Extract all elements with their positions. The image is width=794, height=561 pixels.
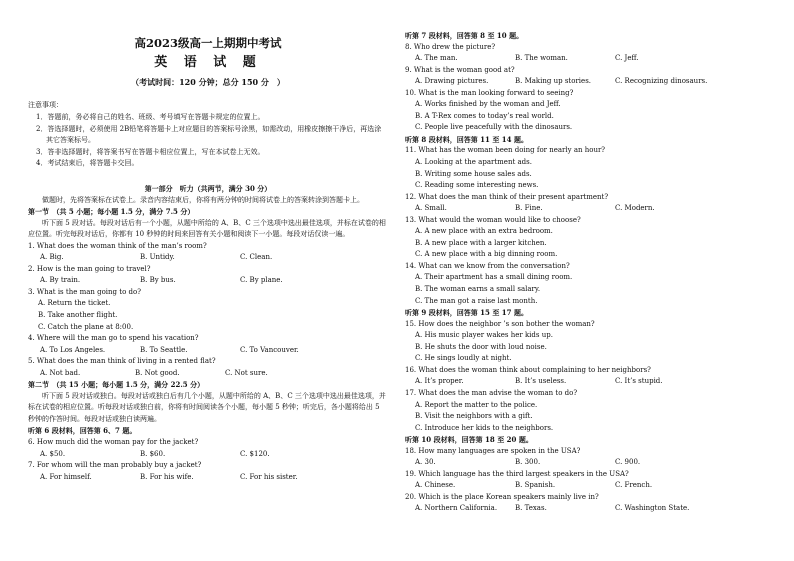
question-options bbox=[28, 368, 388, 380]
material-6-heading: 听第 6 段材料，回答第 6、7 题。 bbox=[28, 426, 137, 436]
question-stem: 9. What is the woman good at? bbox=[405, 65, 515, 74]
option-a[interactable]: A. $50. bbox=[40, 449, 66, 458]
question-stem: 18. How many languages are spoken in the USA? bbox=[405, 446, 581, 455]
section2-intro: 听下面 5 段对话或独白。每段对话或独白后有几个小题，从题中所给的 A、B、C 三个选项中选出最佳选项，并标在试卷的相应位置。听每段对话或独白前，你将有时间阅读各个小题，每小题 5 秒钟；听完后，各小题将给出 5 秒钟的作答时间。每段对话或独白读两遍。 bbox=[28, 391, 386, 423]
notes-heading: 注意事项： bbox=[28, 101, 63, 109]
material-9-heading: 听第 9 段材料，回答第 15 至 17 题。 bbox=[405, 308, 528, 318]
section1-intro: 听下面 5 段对话。每段对话后有一个小题，从题中所给的 A、B、C 三个选项中选出最佳选项，并标在试卷的相应位置。听完每段对话后，你都有 10 秒钟的时间来回答有关小题和阅读下一小题。每段对话仅读一遍。 bbox=[28, 218, 386, 239]
question-options bbox=[405, 203, 783, 215]
option-a[interactable]: A. Big. bbox=[40, 253, 64, 262]
question-options bbox=[405, 503, 783, 515]
question-options bbox=[405, 376, 783, 388]
option-b[interactable]: B. 300. bbox=[515, 458, 541, 467]
option-b[interactable]: B. Writing some house sales ads. bbox=[415, 169, 532, 178]
option-b[interactable]: B. To Seattle. bbox=[140, 345, 188, 354]
exam-subject: 英 语 试 题 bbox=[154, 55, 262, 70]
question-stem: 4. Where will the man go to spend his vacation? bbox=[28, 334, 199, 343]
option-c[interactable]: C. It’s stupid. bbox=[615, 377, 663, 386]
option-c[interactable]: C. Washington State. bbox=[615, 504, 690, 513]
option-c[interactable]: C. French. bbox=[615, 481, 653, 490]
option-b[interactable]: B. $60. bbox=[140, 449, 166, 458]
option-b[interactable]: B. Untidy. bbox=[140, 253, 175, 262]
option-b[interactable]: B. Texas. bbox=[515, 504, 547, 513]
option-b[interactable]: B. Spanish. bbox=[515, 481, 556, 490]
option-c[interactable]: C. Introduce her kids to the neighbors. bbox=[415, 423, 554, 432]
option-b[interactable]: B. Not good. bbox=[135, 368, 180, 377]
option-c[interactable]: C. The man got a raise last month. bbox=[415, 296, 538, 305]
exam-title: 高2023级高一上期期中考试 bbox=[134, 36, 282, 50]
option-b[interactable]: B. Fine. bbox=[515, 204, 543, 213]
option-b[interactable]: B. Making up stories. bbox=[515, 77, 592, 86]
question-stem: 12. What does the man think of their present apartment? bbox=[405, 192, 609, 201]
part1-title: 第一部分 听力（共两节，满分 30 分） bbox=[144, 184, 272, 193]
note-item: 1．答题前，务必将自己的姓名、班级、考号填写在答题卡规定的位置上。 bbox=[36, 113, 265, 121]
option-b[interactable]: B. A T-Rex comes to today’s real world. bbox=[415, 111, 554, 120]
exam-info: （考试时间：120 分钟；总分 150 分 ） bbox=[131, 77, 285, 87]
option-a[interactable]: A. Return the ticket. bbox=[38, 299, 111, 308]
question-options bbox=[28, 449, 388, 461]
option-a[interactable]: A. A new place with an extra bedroom. bbox=[415, 227, 553, 236]
question-stem: 1. What does the woman think of the man’s room? bbox=[28, 241, 207, 250]
option-a[interactable]: A. Not bad. bbox=[40, 368, 81, 377]
question-stem: 13. What would the woman would like to choose? bbox=[405, 215, 581, 224]
question-options bbox=[28, 345, 388, 357]
material-8-heading: 听第 8 段材料，回答第 11 至 14 题。 bbox=[405, 134, 528, 144]
question-options bbox=[405, 53, 783, 65]
part1-intro: 做题时，先将答案标在试卷上。录音内容结束后，你将有两分钟的时间将试卷上的答案转涂到答题卡上。 bbox=[42, 195, 364, 204]
option-a[interactable]: A. It’s proper. bbox=[415, 377, 464, 386]
question-stem: 14. What can we know from the conversation? bbox=[405, 261, 570, 270]
question-stem: 7. For whom will the man probably buy a jacket? bbox=[28, 461, 202, 470]
question-stem: 11. What has the woman been doing for nearly an hour? bbox=[405, 146, 606, 155]
question-stem: 8. Who drew the picture? bbox=[405, 42, 496, 51]
option-a[interactable]: A. Looking at the apartment ads. bbox=[415, 158, 532, 167]
option-a[interactable]: A. To Los Angeles. bbox=[40, 345, 106, 354]
question-stem: 5. What does the man think of living in a rented flat? bbox=[28, 357, 216, 366]
note-item: 3．答非选择题时，将答案书写在答题卡相应位置上，写在本试卷上无效。 bbox=[36, 147, 265, 156]
option-b[interactable]: B. By bus. bbox=[140, 276, 176, 285]
option-a[interactable]: A. The man. bbox=[415, 54, 458, 63]
option-c[interactable]: C. Modern. bbox=[615, 204, 655, 213]
option-c[interactable]: C. For his sister. bbox=[240, 472, 298, 481]
option-a[interactable]: A. Works finished by the woman and Jeff. bbox=[415, 100, 561, 109]
question-stem: 10. What is the man looking forward to seeing? bbox=[405, 88, 574, 97]
question-stem: 19. Which language has the third largest speakers in the USA? bbox=[405, 469, 629, 478]
notes-section bbox=[28, 100, 388, 170]
option-c[interactable]: C. Catch the plane at 8:00. bbox=[38, 322, 134, 331]
option-c[interactable]: C. Jeff. bbox=[615, 54, 639, 63]
option-b[interactable]: B. For his wife. bbox=[140, 472, 194, 481]
question-stem: 2. How is the man going to travel? bbox=[28, 264, 151, 273]
option-b[interactable]: B. It’s useless. bbox=[515, 377, 567, 386]
note-item: 2．答选择题时，必须使用 2B铅笔将答题卡上对应题目的答案标号涂黑，如需改动，用橡皮擦擦干净后，再选涂其它答案标号。 bbox=[36, 124, 382, 145]
section1-title: 第一节 （共 5 小题；每小题 1.5 分，满分 7.5 分） bbox=[28, 207, 195, 217]
option-b[interactable]: B. A new place with a larger kitchen. bbox=[415, 238, 547, 247]
option-b[interactable]: B. Take another flight. bbox=[38, 311, 118, 320]
question-stem: 16. What does the woman think about complaining to her neighbors? bbox=[405, 365, 651, 374]
material-7-heading: 听第 7 段材料，回答第 8 至 10 题。 bbox=[405, 31, 524, 40]
option-b[interactable]: B. Visit the neighbors with a gift. bbox=[415, 412, 533, 421]
question-stem: 15. How does the neighbor ’s son bother the woman? bbox=[405, 319, 595, 328]
question-options bbox=[28, 275, 388, 287]
option-a[interactable]: A. By train. bbox=[40, 276, 81, 285]
option-c[interactable]: C. Recognizing dinosaurs. bbox=[615, 77, 708, 86]
option-a[interactable]: A. Their apartment has a small dining room. bbox=[415, 273, 573, 282]
option-c[interactable]: C. Not sure. bbox=[225, 368, 268, 377]
option-b[interactable]: B. The woman. bbox=[515, 54, 568, 63]
question-options bbox=[28, 252, 388, 264]
option-c[interactable]: C. By plane. bbox=[240, 276, 283, 285]
option-a[interactable]: A. Northern California. bbox=[415, 504, 498, 513]
material-10-heading: 听第 10 段材料，回答第 18 至 20 题。 bbox=[405, 435, 533, 445]
question-stem: 20. Which is the place Korean speakers mainly live in? bbox=[405, 492, 599, 501]
option-c[interactable]: C. A new place with a big dinning room. bbox=[415, 250, 558, 259]
question-stem: 3. What is the man going to do? bbox=[28, 287, 141, 296]
option-c[interactable]: C. He sings loudly at night. bbox=[415, 354, 512, 363]
question-options bbox=[405, 480, 783, 492]
option-b[interactable]: B. He shuts the door with loud noise. bbox=[415, 342, 547, 351]
question-stem: 17. What does the man advise the woman to do? bbox=[405, 388, 578, 397]
option-a[interactable]: A. Report the matter to the police. bbox=[415, 400, 538, 409]
option-c[interactable]: C. Clean. bbox=[240, 253, 273, 262]
question-stem: 6. How much did the woman pay for the jacket? bbox=[28, 438, 199, 447]
option-a[interactable]: A. Chinese. bbox=[415, 481, 456, 490]
listening-section bbox=[28, 183, 388, 483]
question-options bbox=[28, 472, 388, 484]
option-a[interactable]: A. 30. bbox=[415, 458, 436, 467]
option-c[interactable]: C. 900. bbox=[615, 458, 641, 467]
note-item: 4．考试结束后，将答题卡交回。 bbox=[36, 159, 139, 168]
option-a[interactable]: A. His music player wakes her kids up. bbox=[415, 331, 553, 340]
right-column bbox=[405, 30, 783, 515]
question-options bbox=[405, 76, 783, 88]
question-options bbox=[405, 457, 783, 469]
option-c[interactable]: C. To Vancouver. bbox=[240, 345, 299, 354]
option-b[interactable]: B. The woman earns a small salary. bbox=[415, 285, 541, 294]
section2-title: 第二节 （共 15 小题；每小题 1.5 分，满分 22.5 分） bbox=[28, 380, 205, 390]
option-c[interactable]: C. $120. bbox=[240, 449, 270, 458]
option-a[interactable]: A. Small. bbox=[415, 204, 447, 213]
option-a[interactable]: A. Drawing pictures. bbox=[415, 77, 489, 86]
option-c[interactable]: C. Reading some interesting news. bbox=[415, 181, 539, 190]
option-a[interactable]: A. For himself. bbox=[40, 472, 92, 481]
option-c[interactable]: C. People live peacefully with the dinosaurs. bbox=[415, 123, 573, 132]
